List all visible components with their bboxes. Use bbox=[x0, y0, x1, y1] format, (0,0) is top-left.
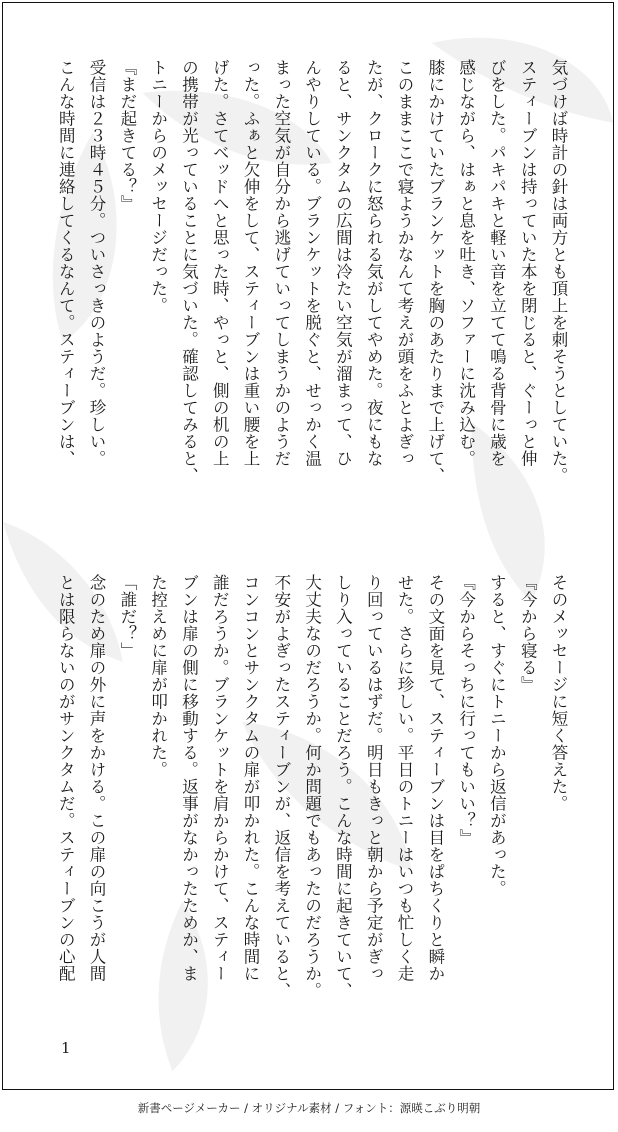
text-line: 受信は２３時４５分。ついさっきのようだ。珍しい。 bbox=[87, 59, 107, 467]
text-line: 膝にかけていたブランケットを胸のあたりまで上げて、 bbox=[425, 59, 445, 484]
text-line: 誰だろうか。ブランケットを肩からかけて、スティー bbox=[210, 574, 230, 982]
text-line: 『まだ起きてる？』 bbox=[117, 59, 137, 212]
text-line: 『今から寝る』 bbox=[518, 574, 538, 693]
text-line: とは限らないのがサンクタムだ。スティーブンの心配 bbox=[56, 574, 76, 982]
novel-page bbox=[2, 2, 614, 1090]
text-line: しり入っていることだろう。こんな時間に起きていて、 bbox=[333, 574, 353, 999]
text-line: このままここで寝ようかなんて考えが頭をふとよぎっ bbox=[395, 59, 415, 467]
text-line: 『今からそっちに行ってもいい？』 bbox=[456, 574, 476, 846]
text-line: の携帯が光っていることに気づいた。確認してみると、 bbox=[179, 59, 199, 484]
text-line: った。ふぁと欠伸をして、スティーブンは重い腰を上 bbox=[241, 59, 261, 467]
text-line: スティーブンは持っていた本を閉じると、ぐーっと伸 bbox=[518, 59, 538, 467]
text-line: 感じながら、はぁと息を吐き、ソファーに沈み込む。 bbox=[456, 59, 476, 467]
text-line: まった空気が自分から逃げていってしまうかのようだ bbox=[271, 59, 291, 467]
text-line: すると、すぐにトニーから返信があった。 bbox=[487, 574, 507, 897]
text-line: げた。さてベッドへと思った時、やっと、側の机の上 bbox=[210, 59, 230, 467]
text-line: コンコンとサンクタムの扉が叩かれた。こんな時間に bbox=[241, 574, 261, 982]
text-line: り回っているはずだ。明日もきっと朝から予定がぎっ bbox=[364, 574, 384, 982]
text-line: びをした。パキパキと軽い音を立てて鳴る背骨に歳を bbox=[487, 59, 507, 467]
page-number: 1 bbox=[61, 1039, 71, 1057]
text-line: その文面を見て、スティーブンは目をぱちくりと瞬か bbox=[425, 574, 445, 982]
text-line: 「誰だ？」 bbox=[117, 574, 137, 659]
text-line: こんな時間に連絡してくるなんて。スティーブンは、 bbox=[56, 59, 76, 467]
text-line: 念のため扉の外に声をかける。この扉の向こうが人間 bbox=[87, 574, 107, 982]
text-line: 気づけば時計の針は両方とも頂上を刺そうとしていた。 bbox=[549, 59, 568, 484]
text-line: トニーからのメッセージだった。 bbox=[148, 59, 168, 314]
upper-text-block bbox=[49, 59, 573, 529]
text-line: せた。さらに珍しい。平日のトニーはいつも忙しく走 bbox=[395, 574, 415, 982]
text-line: たが、クロークに怒られる気がしてやめた。夜にもな bbox=[364, 59, 384, 467]
lower-text-block bbox=[49, 574, 573, 1044]
text-line: んやりしている。ブランケットを脱ぐと、せっかく温 bbox=[302, 59, 322, 467]
text-line: ブンは扉の側に移動する。返事がなかったためか、ま bbox=[179, 574, 199, 982]
footer-credit: 新書ページメーカー / オリジナル素材 / フォント：源暎こぶり明朝 bbox=[137, 1101, 481, 1115]
text-line: 大丈夫なのだろうか。何か問題でもあったのだろうか。 bbox=[302, 574, 322, 999]
text-line: た控えめに扉が叩かれた。 bbox=[148, 574, 168, 778]
text-line: 不安がよぎったスティーブンが、返信を考えていると、 bbox=[271, 574, 291, 999]
text-line: そのメッセージに短く答えた。 bbox=[549, 574, 568, 812]
text-line: ると、サンクタムの広間は冷たい空気が溜まって、ひ bbox=[333, 59, 353, 467]
